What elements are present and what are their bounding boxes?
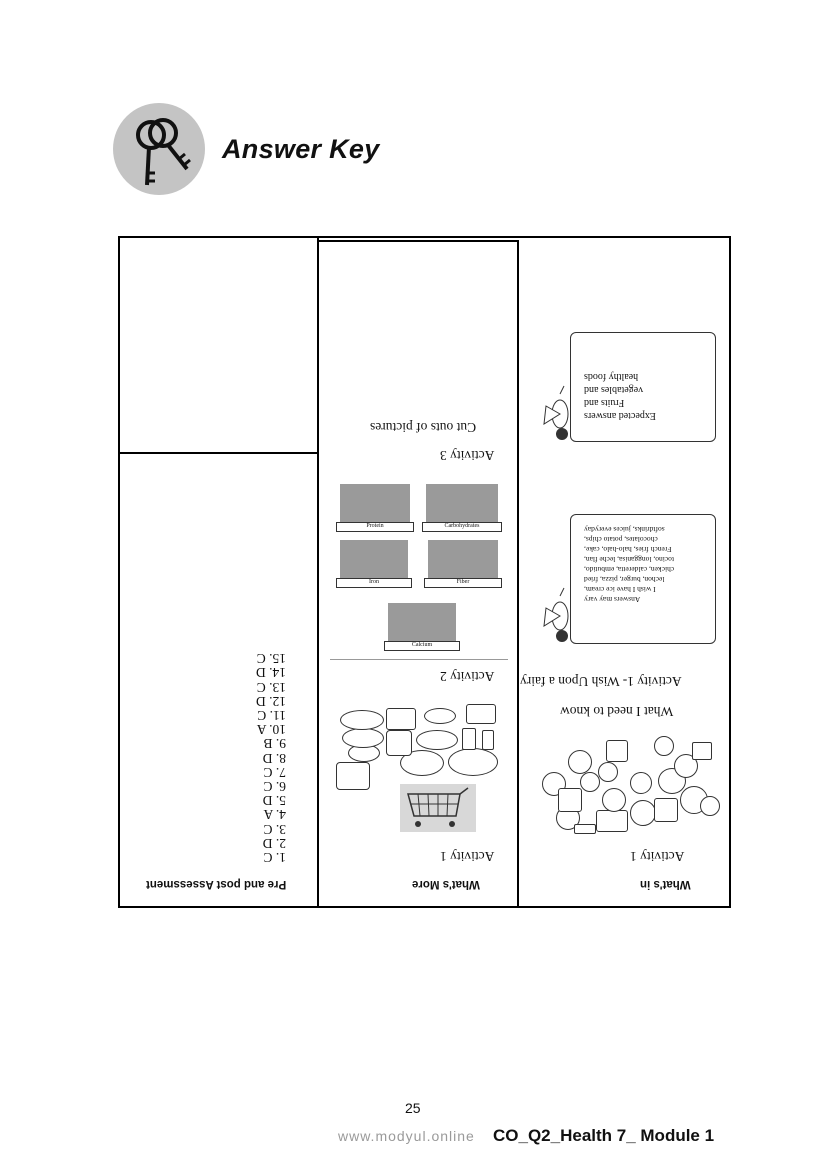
- website-watermark: www.modyul.online: [338, 1128, 475, 1144]
- answer-item: 1. C: [263, 850, 286, 865]
- food-item: [424, 708, 456, 724]
- food-item: [482, 730, 494, 750]
- fiber-pyramid: [424, 540, 502, 588]
- activity-divider: [330, 659, 508, 660]
- shopping-cart-icon: [400, 784, 476, 832]
- answer-item: 9. B: [263, 736, 286, 752]
- pre-post-answer-list: [236, 648, 286, 864]
- whats-more-heading: What's More: [412, 878, 480, 890]
- answer-item: 10. A: [256, 722, 286, 738]
- food-item: [386, 730, 412, 756]
- page-title: Answer Key: [222, 134, 380, 164]
- food-item: [336, 762, 370, 790]
- food-item: [386, 708, 416, 730]
- fairy-icon: [540, 384, 582, 448]
- fairy-scroll-expected: [540, 324, 722, 452]
- carbohydrates-pyramid: [422, 484, 502, 532]
- answer-item: 14. D: [256, 665, 286, 681]
- answer-item: 12. D: [256, 693, 286, 709]
- cut-outs-text: Cut outs of pictures: [370, 420, 477, 435]
- pre-post-heading: Pre and post Assessment: [146, 878, 287, 890]
- pyramid-label: Iron: [336, 578, 412, 588]
- answer-item: 2. D: [262, 835, 286, 851]
- answer-item: 7. C: [263, 764, 286, 780]
- scroll-expected-text: Expected answers Fruits and vegetables and healthy foods: [584, 371, 656, 421]
- left-column-divider: [118, 452, 318, 454]
- page-number: 25: [405, 1100, 421, 1116]
- food-item: [448, 748, 498, 776]
- whats-in-activity1: Activity 1: [630, 849, 685, 864]
- middle-column-top-border: [319, 240, 517, 242]
- answer-item: 11. C: [257, 707, 286, 723]
- answer-item: 13. C: [256, 679, 286, 695]
- module-code: CO_Q2_Health 7_ Module 1: [493, 1126, 715, 1145]
- answer-item: 5. D: [262, 793, 286, 809]
- answer-item: 8. D: [262, 750, 286, 766]
- answer-item: 15. C: [256, 651, 286, 667]
- pyramid-label: Protein: [336, 522, 414, 532]
- answer-item: 3. C: [263, 821, 286, 837]
- pyramid-label: Calcium: [384, 641, 460, 651]
- keys-icon-circle: [113, 103, 205, 195]
- wish-upon-fairy: Activity 1- Wish Upon a fairy: [520, 674, 682, 689]
- keys-icon: [113, 103, 205, 195]
- food-item: [340, 710, 384, 730]
- food-item: [462, 728, 476, 750]
- food-item: [416, 730, 458, 750]
- pyramid-label: Fiber: [424, 578, 502, 588]
- whats-more-activity2: Activity 2: [440, 669, 495, 684]
- fairy-icon: [540, 586, 582, 650]
- pyramid-label: Carbohydrates: [422, 522, 502, 532]
- fairy-scroll-answers: [540, 506, 722, 654]
- scroll-answer-text: Answers may vary I wish I have ice cream, lechon, burger, pizza, fried chicken, calderetta, embutido, tocino, longganisa, leche flan, French fries, halo-halo, cake, chocolates, potato chips, softdrinks, juices everyday: [584, 525, 675, 604]
- answer-item: 4. A: [263, 807, 286, 823]
- whats-more-activity3: Activity 3: [440, 448, 495, 463]
- food-item: [342, 728, 384, 748]
- what-i-need-to-know: What I need to know: [560, 704, 674, 719]
- food-choices-illustration: [540, 732, 720, 832]
- answer-item: 6. C: [263, 778, 286, 794]
- column-divider-1: [317, 236, 319, 908]
- calcium-pyramid: [384, 603, 460, 651]
- column-divider-2: [517, 240, 519, 908]
- protein-pyramid: [336, 484, 414, 532]
- grocery-food-illustration: [336, 700, 506, 832]
- whats-in-heading: What's in: [640, 878, 691, 890]
- food-item: [466, 704, 496, 724]
- whats-more-activity1: Activity 1: [440, 849, 495, 864]
- iron-pyramid: [336, 540, 412, 588]
